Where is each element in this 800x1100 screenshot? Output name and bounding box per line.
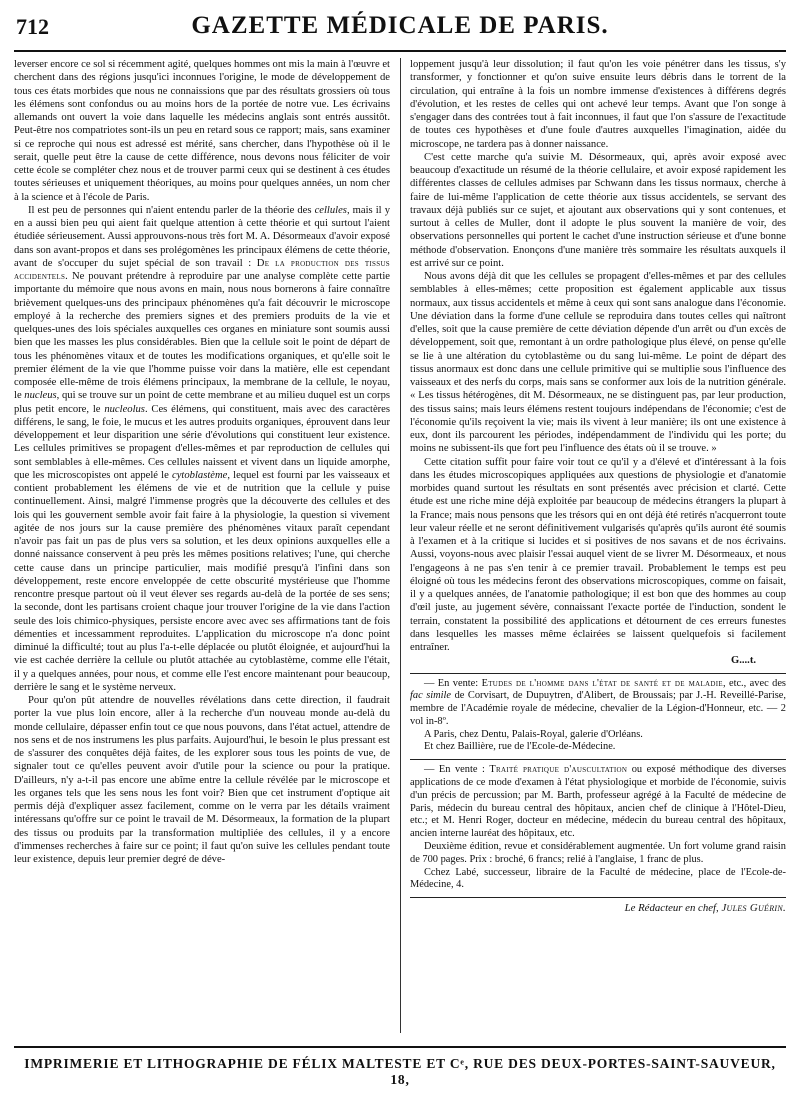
text-run: — En vente : xyxy=(424,764,490,776)
right-paragraph-4: Cette citation suffit pour faire voir tout ce qu'il y a d'élevé et d'intéressant à la fois dans les études microscopiques appliquées aux questions de physiologie et d'anatomie morbides quand surtout les résultats en sont présentés avec précision et clarté. Cette étude est une riche mine déjà exploitée par beaucoup de médecins étrangers la plupart à la France; mais nous pensons que les trésors qui en ont déjà été retirés n'acquerront toute leur valeur réelle et ne seront définitivement vulgarisés qu'après qu'ils auront été soumis à l'examen et à la critique si lucides et si positives de nos savans et de nos écrivains. Aussi, voyons-nous avec plaisir l'essai auquel vient de se livrer M. Désormeaux, et nous l'engageons à ne pas s'en tenir à ce premier travail. Probablement le temps est peu éloigné où tous les médecins feront des observations microscopiques, comme on faisait, il y a quelques années, de l'anatomie pathologique; il est bon que des hommes au coup d'œil juste, au jugement sévère, connaissant l'exacte portée de l'induction, sondent le terrain, constatent la possibilité des applications et détournent de ces erreurs funestes dans lesquelles les masses même éclairées se laissent quelquefois si facilement entraîner. xyxy=(410,456,786,653)
italic-term-fac-simile: fac simile xyxy=(410,690,452,702)
page-number: 712 xyxy=(16,14,49,39)
section-rule xyxy=(410,759,786,760)
article-columns xyxy=(14,58,786,1033)
text-run: , lequel est fourni par les vaisseaux et contient probablement les élémens de vie et de nutrition que la cellule y puise continuellement. Ainsi, malgré l'immense progrès que la découverte des cellules et des lois qui les gouvernent semble avoir fait faire à la physiologie, la question si vivement agitée de nos jours sur la cause première des phénomènes vitaux paraît cependant n'avoir pas fait un pas de plus vers sa solution, et les deux opinions auxquelles elle a donné naissance conservent à peu près les mêmes positions relatives; l'une, qui cherche cette cause dans un principe particulier, mais modifié presqu'à l'infini dans son développement, reste encore enveloppée de cette obscurité mystérieuse que l'homme rencontre presque partout où il veut élever ses regards au-delà de la portée de ses sens; la seconde, dont les partisans croient chaque jour trouver l'origine de la vie dans l'action seule des lois chimico-physiques, persiste encore avec avec ses affirmations tant de fois démenties et incessamment reproduites. L'application du microscope n'a donc point diminué la difficulté; tout au plus l'a-t-elle déplacée ou plutôt éloignée, et aujourd'hui la vie est cachée derrière la cellule ou plutôt attachée au cytoblastème, comme elle l'était, il y a quelques années, pour nous, et comme elle l'est encore maintenant pour beaucoup, derrière le sang et le système nerveux. xyxy=(14,469,390,693)
section-rule xyxy=(410,897,786,898)
left-paragraph-3: Pour qu'on pût attendre de nouvelles révélations dans cette direction, il faudrait porter la vue plus loin encore, aller à la recherche d'un nouveau monde au-delà du monde cellulaire, dépasser enfin tout ce que nous pouvons, dans l'état actuel, attendre de nos sens et de nos instrumens les plus parfaits. Aujourd'hui, le besoin le plus pressant est de s'assurer des conquêtes déjà faites, de les explorer sous tous les points de vue, de signaler tout ce qu'elles peuvent avoir d'utile pour la science ou pour la pratique. D'ailleurs, n'y a-t-il pas encore une abîme entre la cellule révélée par le microscope et les organes tels que les sens nous les font voir? Bien que cet instrument d'optique ait permis déjà d'expliquer assez facilement, comme on le verra par les détails vraiment intéressans qu'offre sur ce point le travail de M. Désormeaux, la formation de la plupart des tissus ou produits par la transformation multipliée des cellules, il y a encore d'immenses recherches à faire sur ce point; il faut qu'on suive les cellules pendant toute leur existence, depuis leur premier degré de déve- xyxy=(14,695,390,865)
italic-term-cellules: cellules xyxy=(314,204,347,216)
left-paragraph-2 xyxy=(14,204,390,694)
left-paragraph-1: leverser encore ce sol si récemment agité, quelques hommes ont mis la main à l'œuvre et cherchent dans des régions jusqu'ici inconnues l'origine, le mode de développement de tous ces états morbides que nous ne connaissions que par des résultats grossiers où tous les élémens sont confondus ou au moins hors de la portée de notre vue. Les écrivains allemands ont ouvert la voie dans laquelle les médecins anglais sont entrés aussitôt. Peut-être nos compatriotes sont-ils un peu en retard sous ce rapport; mais, sans examiner si ce reproche qui nous est adressé est mérité, sans chercher, dans l'hypothèse où il le serait, quelle peut être la cause de cette différence, nous devons nous féliciter de voir cette école se compléter chez nous et de trouver parmi ceux qui se destinent à ces études toutes sérieuses et uniquement théoriques, au moins pour quelques années, un nom cher à la science et à l'école de Paris. xyxy=(14,59,390,203)
italic-term-nucleolus: nucleolus xyxy=(104,403,145,415)
notice-auscultation xyxy=(410,764,786,892)
journal-title: GAZETTE MÉDICALE DE PARIS. xyxy=(191,12,609,39)
book-title-small-caps: Etudes de l'homme dans l'état de santé et de maladie xyxy=(481,677,723,689)
editor-name: Jules Guérin. xyxy=(721,902,786,915)
book-title-small-caps: Traité pratique d'auscultation xyxy=(489,764,628,776)
right-column xyxy=(410,58,786,1033)
text-run: de Corvisart, de Dupuytren, d'Alibert, de Broussais; par J.-H. Reveillé-Parise, membre de l'Académie royale de médecine, chevalier de la Légion-d'Honneur, etc. — 2 vol in-8º. xyxy=(410,690,786,727)
text-run: Ne pouvant prétendre à reproduire par une analyse complète cette partie importante du mémoire que nous avons en main, nous nous bornerons à faire connaître brièvement quelques-uns des principaux phénomènes qu'a fait découvrir le microscope employé à la recherche des premiers signes et des premiers produits de la vie et quelques-unes des lois spéciales auxquelles ces organes en miniature sont soumis aussi bien que les masses les plus considérables. Bien que la cellule soit le point de départ de tous les phénomènes vitaux et de toutes les modifications organiques, et qu'elle soit le premier élément de la vie que l'homme puisse voir dans la matière, elle est cependant composée elle-même de trois élémens principaux, la membrane de la cellule, le noyau, le xyxy=(14,271,390,402)
section-rule xyxy=(410,673,786,674)
notice-etudes-text xyxy=(410,678,786,729)
italic-term-nucleus: nucleus xyxy=(24,390,57,402)
text-run: — En vente: xyxy=(424,677,482,689)
notice-auscultation-text xyxy=(410,764,786,841)
work-title-small-caps: De la production des tissus accidentels. xyxy=(14,257,390,282)
notice-etudes xyxy=(410,678,786,755)
text-run: , mais il y en a aussi bien peu qui aient fait quelque attention à cette théorie et qui surtout l'aient étudiée sérieusement. Aussi approuvons-nous très fort M. A. Désormeaux d'avoir exposé dans son avant-propos et dans ses prolégomènes les principaux élémens de cette théorie, avant de s'occuper du sujet spécial de son travail : xyxy=(14,204,390,269)
newspaper-page xyxy=(14,8,786,1092)
printer-imprint: IMPRIMERIE ET LITHOGRAPHIE DE FÉLIX MALTESTE ET Cᵉ, RUE DES DEUX-PORTES-SAINT-SAUVEUR, 18, xyxy=(14,1046,786,1088)
left-column xyxy=(14,58,390,1033)
author-initials: G....t. xyxy=(730,655,756,667)
notice-auscultation-edition: Deuxième édition, revue et considérablement augmentée. Un fort volume grand raisin de 700 pages. Prix : broché, 6 francs; relié à l'anglaise, 1 franc de plus. xyxy=(410,841,786,865)
column-divider xyxy=(400,58,401,1033)
text-run: . Ces élémens, qui constituent, mais avec des caractères différens, le sang, le foie, le mucus et les autres produits organiques, éprouvent dans leur développement et leur disparition une série d'évolutions qui constituent leur existence. Les cellules primitives se propagent d'elles-mêmes et par reproduction de cellules qui sont semblables à elle-mêmes. Ces cellules naissent et vivent dans un liquide amorphe, que les microscopistes ont appelé le xyxy=(14,403,390,481)
italic-term-cytoblasteme: cytoblastème xyxy=(172,469,228,481)
editor-signature xyxy=(410,902,786,915)
right-paragraph-3: Nous avons déjà dit que les cellules se propagent d'elles-mêmes et par des cellules semblables à elles-mêmes; cette proposition est également applicable aux tissus normaux, aux tissus accidentels et même à ceux qui sont sans analogue dans l'économie. Une déviation dans la forme d'une cellule se reproduira dans toutes celles qui naîtront d'elles, soit que la cause première de cette déviation dépende d'un arrêt ou d'un excès de développement, soit que, remontant à un ordre pathologique plus élevé, on pense qu'elle se lie à une altération du cytoblastème ou du sang lui-même. Le point de départ des tissus anormaux est donc dans une cellule primitive qui se multiplie sous l'influence des vaisseaux et des nerfs du corps, mais sans se conformer aux lois de la nutrition générale. « Les tissus hétérogènes, dit M. Désormeaux, ne se distinguent pas, par leur production, des tissus sains; mais leurs élémens restent toujours indépendans de l'économie; c'est de l'économie qu'ils reçoivent la vie; mais ils vivent à leur manière; ils ont une existence à eux, dont ils parcourent les périodes, indépendamment de l'individu qui les porte; du moins ne subissent-ils que fort peu l'influence des états où il se trouve. » xyxy=(410,271,786,455)
text-run: , etc., avec des xyxy=(722,677,786,689)
text-run: , qui se trouve sur un point de cette membrane et au milieu duquel est un corps plus petit encore, le xyxy=(14,390,390,415)
notice-etudes-seller-2: Et chez Baillière, rue de l'Ecole-de-Médecine. xyxy=(424,741,616,753)
notice-etudes-seller-1: A Paris, chez Dentu, Palais-Royal, galerie d'Orléans. xyxy=(424,728,643,740)
notice-auscultation-seller: Cchez Labé, successeur, libraire de la Faculté de médecine, place de l'Ecole-de-Médecine, 4. xyxy=(410,866,786,891)
page-header xyxy=(14,8,786,52)
text-run: Il est peu de personnes qui n'aient entendu parler de la théorie des xyxy=(28,204,315,216)
editor-label: Le Rédacteur en chef, xyxy=(624,902,719,915)
right-paragraph-2: C'est cette marche qu'a suivie M. Désormeaux, qui, après avoir exposé avec beaucoup d'exactitude un résumé de la théorie cellulaire, et avoir exposé rapidement les différentes classes de cellules admises par Schwann dans les tissus normaux, cherche à faire de lui-même l'application de cette théorie aux tissus accidentels, se servant des travaux déjà publiés sur ce sujet, et ajoutant aux observations qui y sont contenues, et surtout à celles de Muller, dont il adopte le plus souvent la manière de voir, des observations personnelles qui portent le cachet d'une instruction sérieuse et d'une bonne méthode d'observation. Enonçons d'une manière très sommaire les résultats auxquels il est arrivé sur ce point. xyxy=(410,151,786,269)
text-run: ou exposé méthodique des diverses applications de ce mode d'examen à l'état physiologique et morbide de l'économie, suivis d'un précis de percussion; par M. Barth, professeur agrégé à la Faculté de médecine de Paris, médecin du bureau central des hôpitaux, ancien chef de clinique à l'Hôtel-Dieu, etc.; et M. Henri Roger, docteur en médecine, médecin du bureau central des hôpitaux, ancien interne lauréat des hôpitaux, etc. xyxy=(410,764,786,840)
right-paragraph-1: loppement jusqu'à leur dissolution; il faut qu'on les voie pénétrer dans les tissus, s'y transformer, y fonctionner et qu'on suive ensuite leurs débris dans le torrent de la circulation, qui entraîne à la fois un nombre immense d'existences à différens degrés d'évolution, et les restes de celles qui ont achevé leur temps. Avant que l'on songe à s'engager dans des contrées tout à fait inconnues, il faut que l'on s'assure de l'exactitude de toutes ces hypothèses et d'une foule d'autres auxquelles l'imagination, aidée du microscope, ne tardera pas à donner naissance. xyxy=(410,59,786,150)
